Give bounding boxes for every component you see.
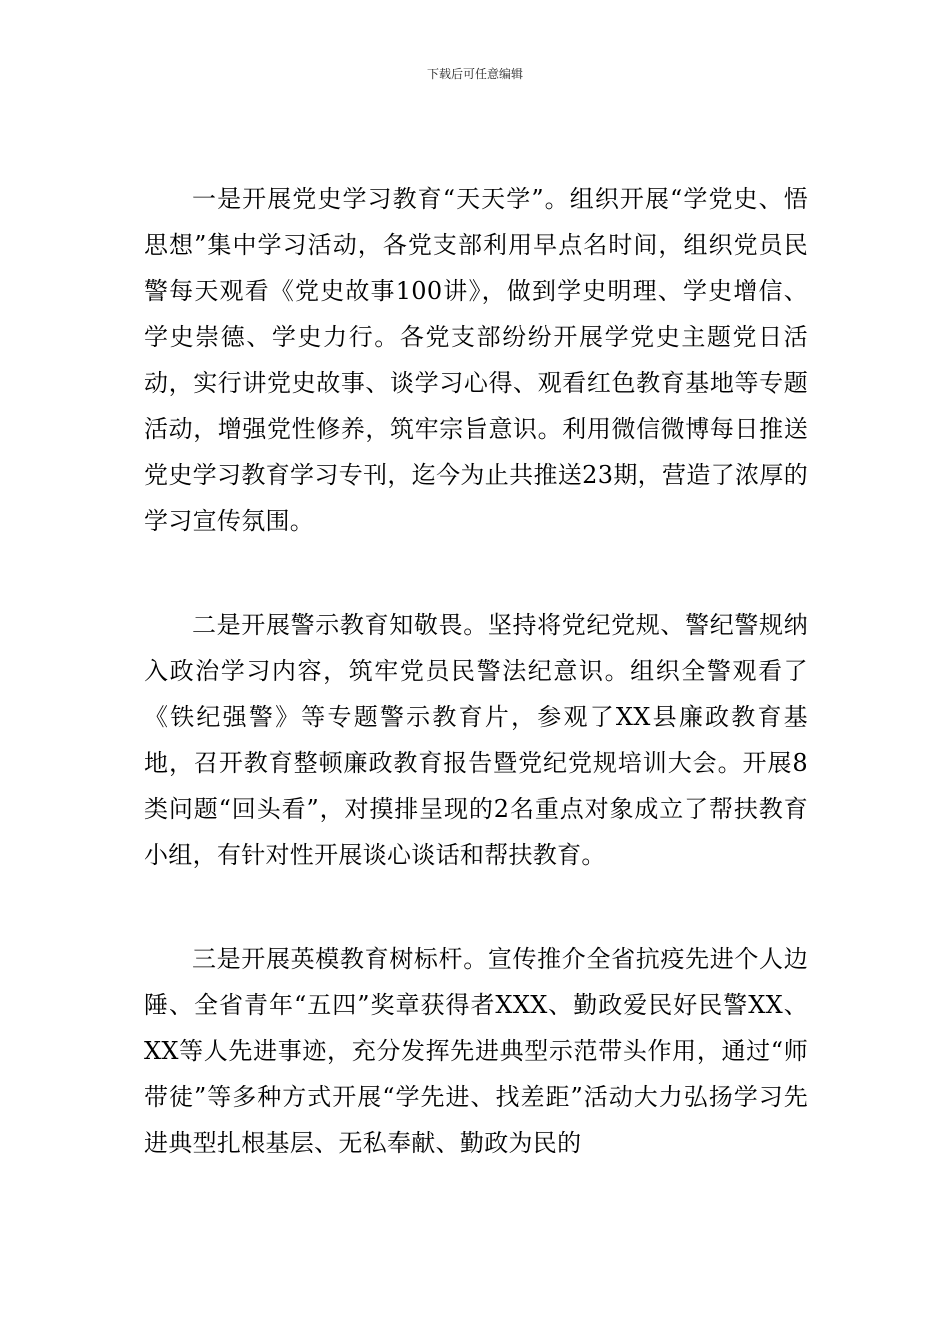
paragraph-party-history-study: 一是开展党史学习教育“天天学”。组织开展“学党史、悟思想”集中学习活动，各党支部利用早点名时间，组织党员民警每天观看《党史故事100讲》，做到学史明理、学史增信、学史崇德、学史力行。各党支部纷纷开展学党史主题党日活动，实行讲党史故事、谈学习心得、观看红色教育基地等专题活动，增强党性修养，筑牢宗旨意识。利用微信微博每日推送党史学习教育学习专刊，迄今为止共推送23期，营造了浓厚的学习宣传氛围。 — [144, 185, 808, 535]
document-body — [144, 176, 808, 1166]
page-header-note: 下载后可任意编辑 — [426, 67, 523, 81]
paragraph-warning-education: 二是开展警示教育知敬畏。坚持将党纪党规、警纪警规纳入政治学习内容，筑牢党员民警法纪意识。组织全警观看了《铁纪强警》等专题警示教育片，参观了XX县廉政教育基地，召开教育整顿廉政教育报告暨党纪党规培训大会。开展8类问题“回头看”，对摸排呈现的2名重点对象成立了帮扶教育小组，有针对性开展谈心谈话和帮扶教育。 — [144, 611, 808, 869]
paragraph-model-education: 三是开展英模教育树标杆。宣传推介全省抗疫先进个人边陲、全省青年“五四”奖章获得者XXX、勤政爱民好民警XX、XX等人先进事迹，充分发挥先进典型示范带头作用，通过“师带徒”等多种方式开展“学先进、找差距”活动大力弘扬学习先进典型扎根基层、无私奉献、勤政为民的 — [144, 945, 808, 1157]
